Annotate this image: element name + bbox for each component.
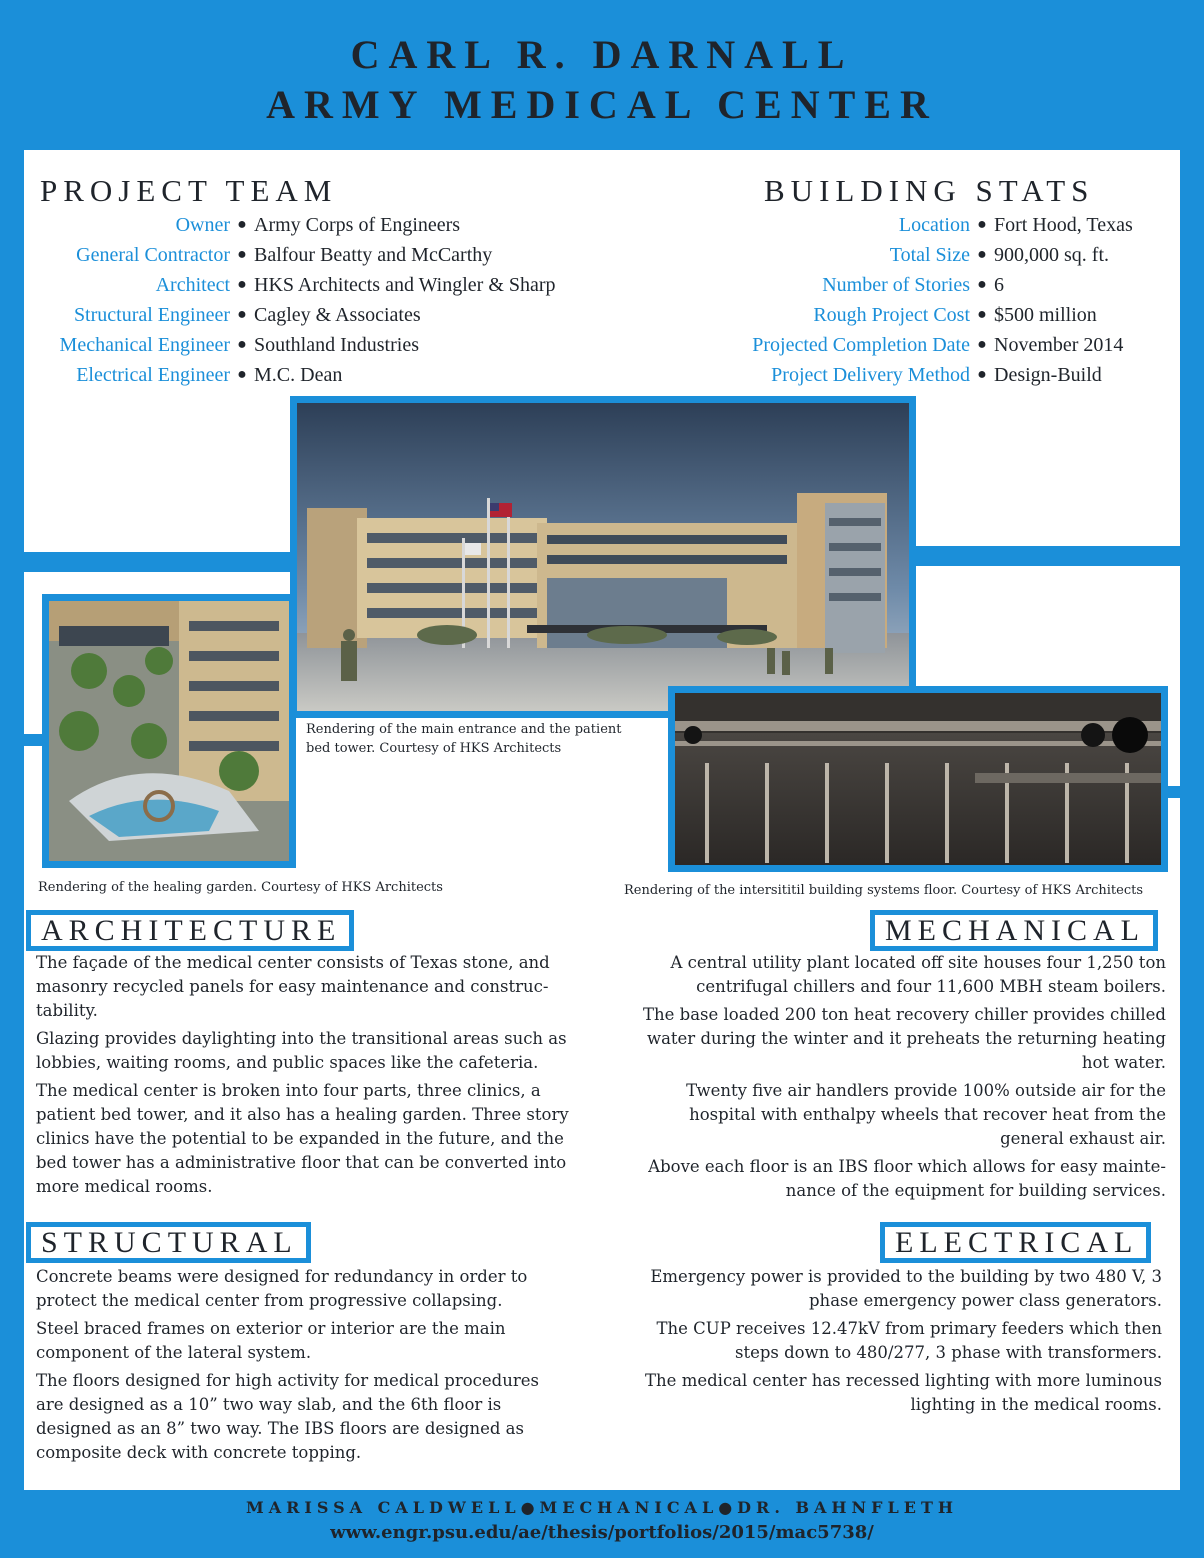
bullet-icon: ● [977, 216, 987, 233]
portfolio-url: www.engr.psu.edu/ae/thesis/portfolios/2015/mac5738/ [330, 1522, 874, 1543]
structural-paragraph: Concrete beams were designed for redundancy in order to protect the medical center from progressive collapsing. [36, 1267, 528, 1310]
main-entrance-caption: Rendering of the main entrance and the patient bed tower. Courtesy of HKS Architects [306, 722, 622, 756]
bullet-icon: ● [237, 246, 247, 263]
team-role-label: Electrical Engineer [76, 364, 230, 386]
team-role-label: Mechanical Engineer [59, 334, 230, 356]
team-role-label: General Contractor [76, 244, 230, 266]
electrical-paragraph: The medical center has recessed lighting with more luminous lighting in the medical rooms. [645, 1371, 1162, 1414]
blue-band-left [24, 552, 294, 572]
bullet-icon: ● [237, 366, 247, 383]
architecture-text [36, 951, 576, 1203]
stat-row [676, 270, 1133, 300]
bullet-icon: ● [237, 276, 247, 293]
bullet-icon: ● [977, 276, 987, 293]
stat-row [676, 210, 1133, 240]
stat-value: 6 [994, 274, 1004, 296]
team-role-value: HKS Architects and Wingler & Sharp [254, 274, 556, 296]
title-line-2: ARMY MEDICAL CENTER [266, 82, 938, 127]
architecture-paragraph: The medical center is broken into four parts, three clinics, a patient bed tower, and it also has a healing garden. Three story clinics have the potential to be expanded in the future, and the bed tower has a administrative floor that can be converted into more medical rooms. [36, 1081, 569, 1196]
mechanical-paragraph: The base loaded 200 ton heat recovery chiller provides chilled water during the winter and it preheats the returning heating hot water. [643, 1005, 1166, 1072]
stat-row [676, 240, 1133, 270]
ibs-floor-image [668, 686, 1168, 872]
structural-paragraph: Steel braced frames on exterior or interior are the main component of the lateral system. [36, 1319, 506, 1362]
project-team-list [26, 210, 556, 390]
main-entrance-rendering [297, 403, 909, 711]
bullet-icon: ● [977, 366, 987, 383]
team-row [26, 270, 556, 300]
stat-row [676, 360, 1133, 390]
main-entrance-image [290, 396, 916, 718]
electrical-paragraph: The CUP receives 12.47kV from primary feeders which then steps down to 480/277, 3 phase with transformers. [656, 1319, 1162, 1362]
team-role-label: Architect [155, 274, 230, 296]
stat-label: Location [898, 214, 970, 236]
team-role-value: Southland Industries [254, 334, 419, 356]
structural-text [36, 1265, 566, 1469]
team-role-label: Structural Engineer [73, 304, 230, 326]
team-role-value: M.C. Dean [254, 364, 343, 386]
electrical-paragraph: Emergency power is provided to the building by two 480 V, 3 phase emergency power class generators. [650, 1267, 1162, 1310]
mechanical-paragraph: A central utility plant located off site houses four 1,250 ton centrifugal chillers and four 11,600 MBH steam boilers. [670, 953, 1166, 996]
team-row [26, 210, 556, 240]
stat-value: Design-Build [994, 364, 1102, 386]
stat-label: Projected Completion Date [752, 334, 970, 356]
stat-value: Fort Hood, Texas [994, 214, 1133, 236]
stat-label: Number of Stories [822, 274, 970, 296]
ibs-floor-caption: Rendering of the intersititil building systems floor. Courtesy of HKS Architects [624, 883, 1144, 898]
stat-value: $500 million [994, 304, 1097, 326]
team-row [26, 330, 556, 360]
stat-label: Total Size [889, 244, 970, 266]
project-team-heading: PROJECT TEAM [40, 173, 338, 208]
team-row [26, 360, 556, 390]
structural-paragraph: The floors designed for high activity for medical procedures are designed as a 10” two way slab, and the 6th floor is designed as an 8” two way. The IBS floors are designed as composite deck with concrete topping. [36, 1371, 539, 1462]
mechanical-paragraph: Above each floor is an IBS floor which allows for easy mainte-nance of the equipment for building services. [648, 1157, 1166, 1200]
stat-row [676, 300, 1133, 330]
mechanical-paragraph: Twenty five air handlers provide 100% outside air for the hospital with enthalpy wheels that recover heat from the general exhaust air. [686, 1081, 1166, 1148]
healing-garden-caption: Rendering of the healing garden. Courtesy of HKS Architects [38, 880, 443, 895]
title-line-1: CARL R. DARNALL [350, 32, 854, 77]
team-role-value: Army Corps of Engineers [254, 214, 461, 236]
building-stats-list [676, 210, 1133, 390]
mechanical-text [622, 951, 1166, 1207]
bullet-icon: ● [237, 216, 247, 233]
architecture-paragraph: The façade of the medical center consists of Texas stone, and masonry recycled panels for easy maintenance and construc-tability. [36, 953, 550, 1020]
stat-label: Rough Project Cost [813, 304, 970, 326]
bullet-icon: ● [237, 336, 247, 353]
team-row [26, 300, 556, 330]
author-credit: MARISSA CALDWELL●MECHANICAL●DR. BAHNFLETH [245, 1498, 958, 1517]
electrical-heading: ELECTRICAL [880, 1222, 1151, 1263]
bullet-icon: ● [977, 336, 987, 353]
healing-garden-image [42, 594, 296, 868]
electrical-text [622, 1265, 1162, 1421]
stat-row [676, 330, 1133, 360]
stat-value: November 2014 [994, 334, 1124, 356]
bullet-icon: ● [237, 306, 247, 323]
ibs-floor-rendering [675, 693, 1161, 865]
poster-title [0, 30, 1204, 130]
building-stats-heading: BUILDING STATS [764, 173, 1095, 208]
team-role-value: Balfour Beatty and McCarthy [254, 244, 493, 266]
bullet-icon: ● [977, 306, 987, 323]
structural-heading: STRUCTURAL [26, 1222, 311, 1263]
bullet-icon: ● [977, 246, 987, 263]
stat-value: 900,000 sq. ft. [994, 244, 1109, 266]
architecture-paragraph: Glazing provides daylighting into the transitional areas such as lobbies, waiting rooms, and public spaces like the cafeteria. [36, 1029, 567, 1072]
stat-label: Project Delivery Method [771, 364, 970, 386]
architecture-heading: ARCHITECTURE [26, 910, 354, 951]
healing-garden-rendering [49, 601, 289, 861]
team-row [26, 240, 556, 270]
team-role-label: Owner [175, 214, 230, 236]
team-role-value: Cagley & Associates [254, 304, 421, 326]
mechanical-heading: MECHANICAL [870, 910, 1158, 951]
blue-band-right [910, 546, 1180, 566]
